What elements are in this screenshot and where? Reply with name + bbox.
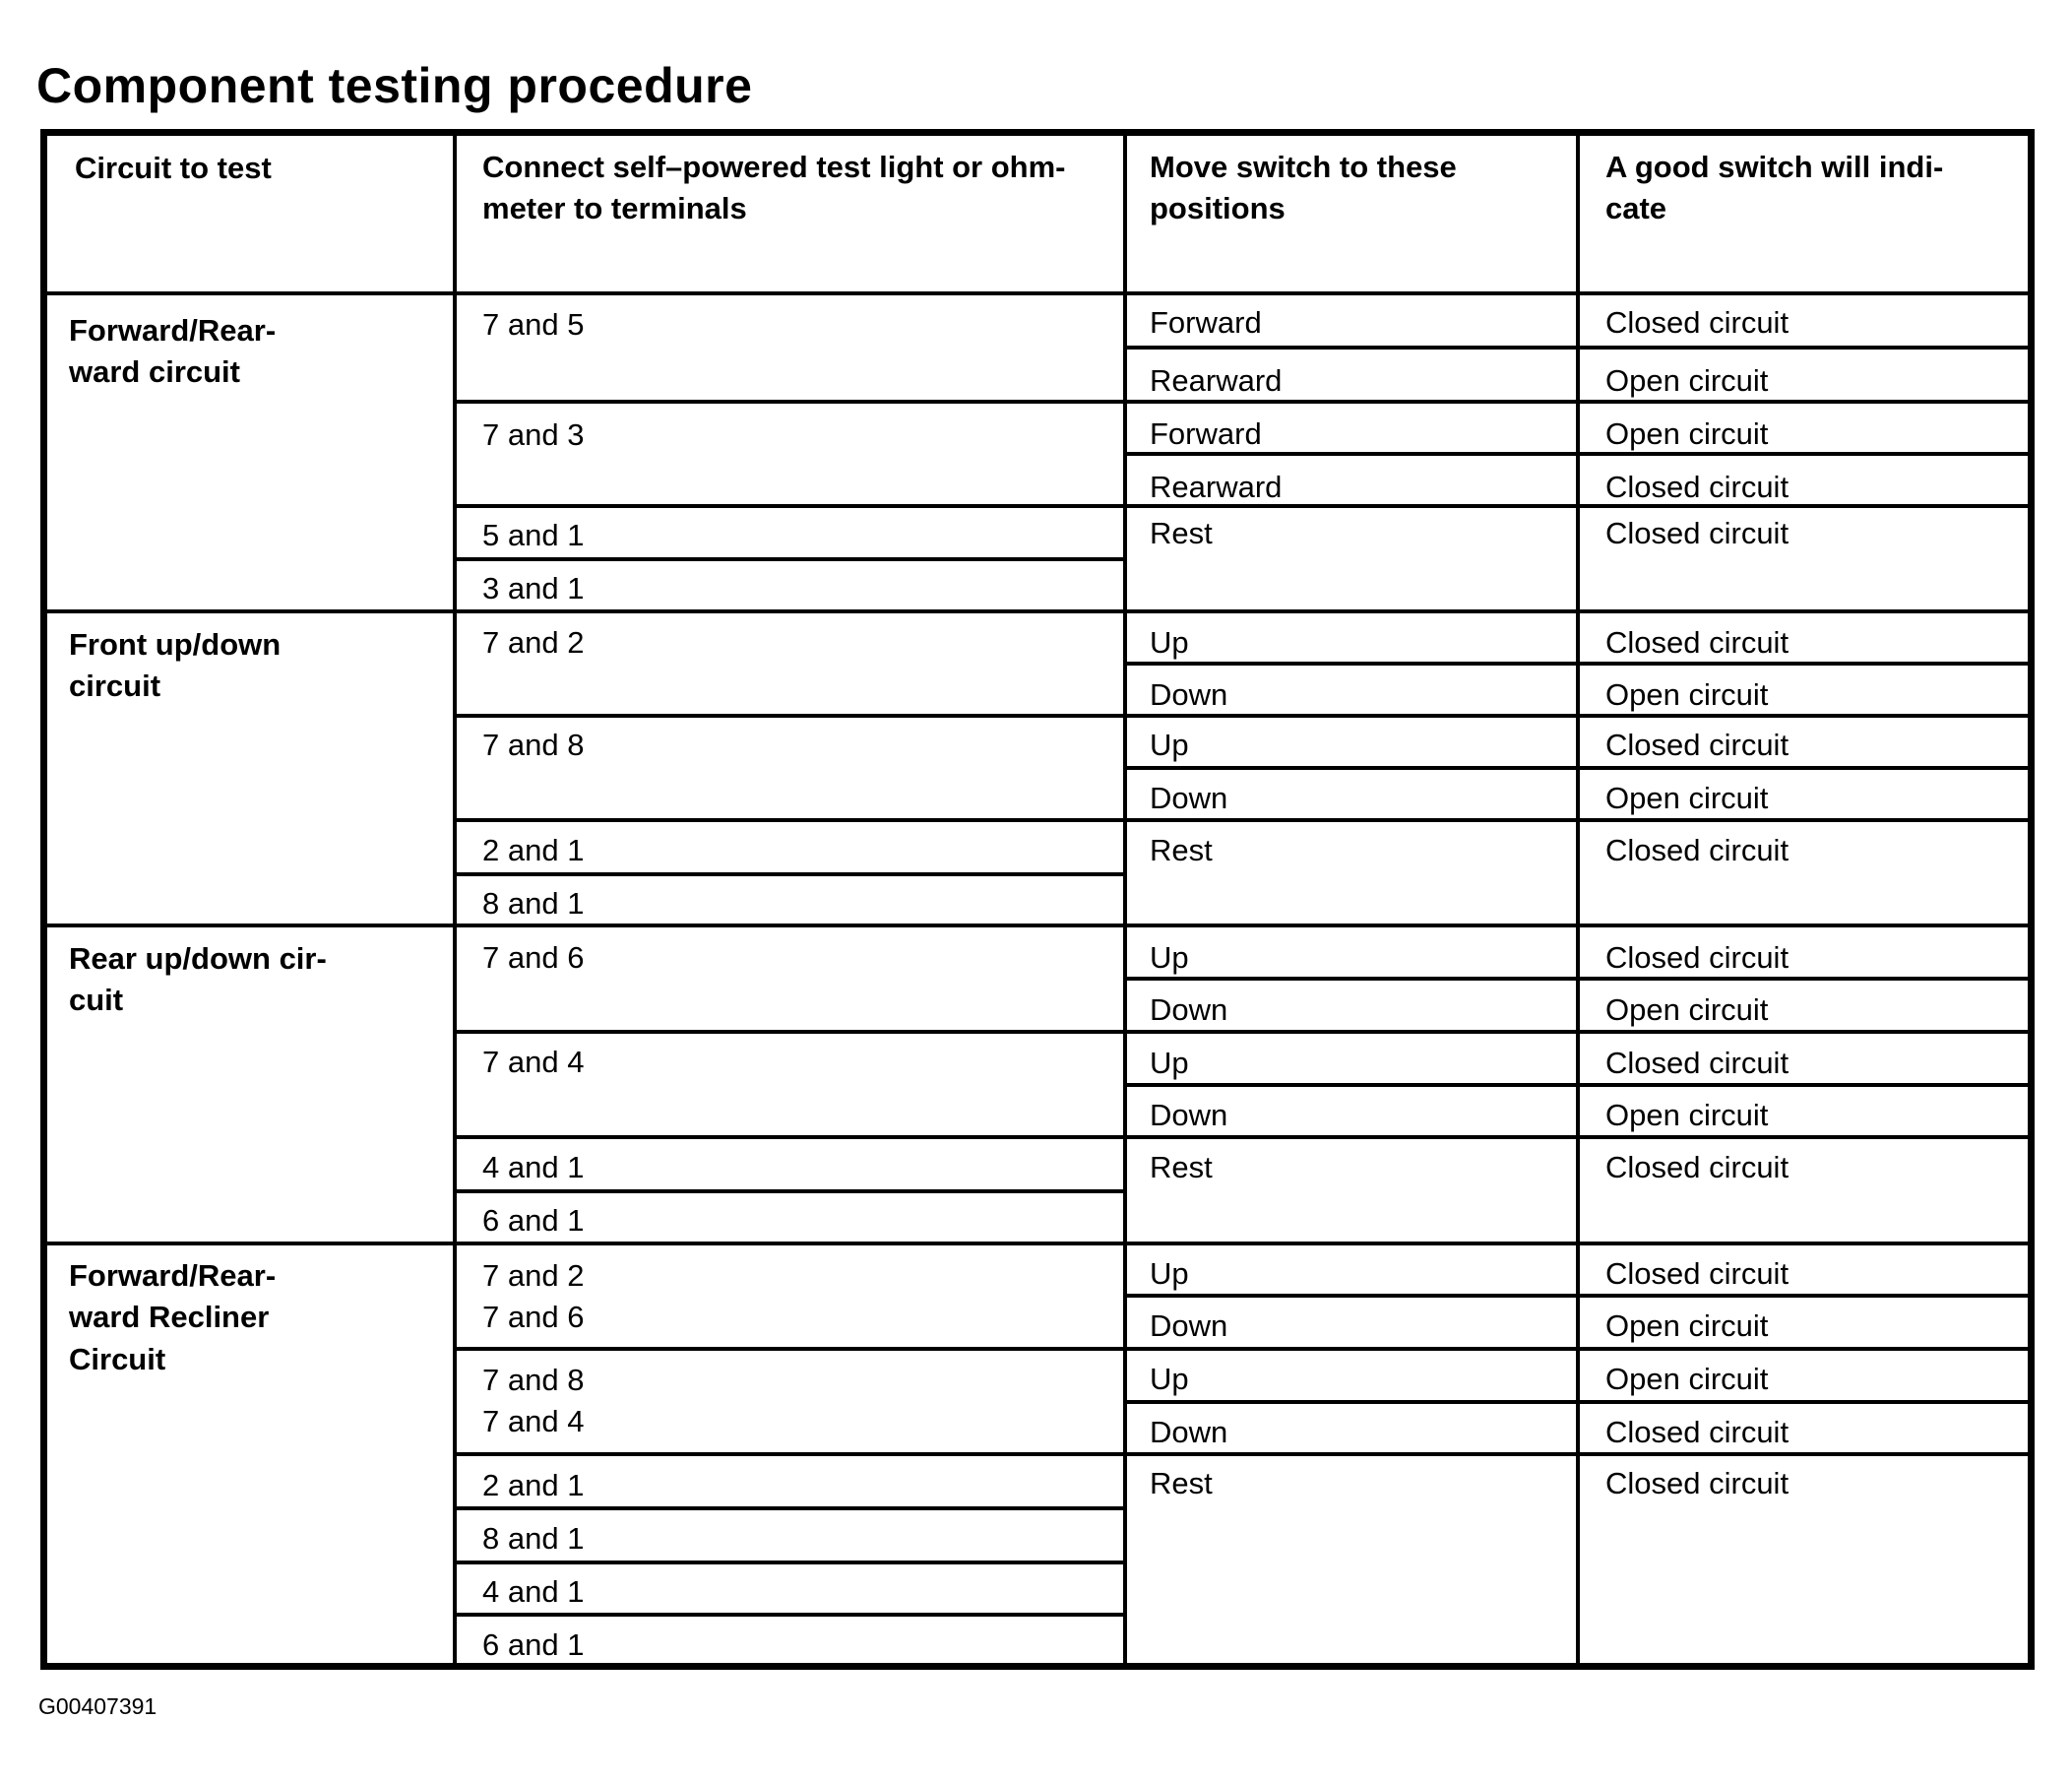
expected-result: Open circuit — [1605, 677, 1769, 712]
switch-position: Forward — [1150, 416, 1262, 451]
expected-result: Closed circuit — [1605, 1415, 1789, 1449]
switch-position: Down — [1150, 1308, 1228, 1343]
circuit-label: Front up/down — [69, 627, 282, 662]
circuit-label: Rear up/down cir- — [69, 941, 327, 976]
expected-result: Closed circuit — [1605, 940, 1789, 975]
table-rule — [453, 1452, 2028, 1456]
switch-position: Rest — [1150, 833, 1213, 867]
table-rule — [453, 714, 2028, 718]
header-circuit: Circuit to test — [75, 151, 272, 185]
circuit-label: ward circuit — [69, 354, 240, 389]
table-rule — [1123, 1294, 2028, 1298]
terminal-pair: 6 and 1 — [482, 1627, 585, 1662]
circuit-label: circuit — [69, 669, 161, 703]
terminal-pair: 8 and 1 — [482, 1521, 585, 1556]
table-rule — [453, 1613, 1123, 1617]
terminal-pair: 7 and 2 — [482, 625, 585, 660]
table-rule — [1123, 1400, 2028, 1404]
terminal-pair: 8 and 1 — [482, 886, 585, 921]
expected-result: Closed circuit — [1605, 1150, 1789, 1184]
expected-result: Closed circuit — [1605, 625, 1789, 660]
table-rule — [453, 1189, 1123, 1193]
switch-position: Rest — [1150, 516, 1213, 550]
table-rule — [453, 1347, 2028, 1351]
terminal-pair: 7 and 5 — [482, 307, 585, 342]
expected-result: Closed circuit — [1605, 470, 1789, 504]
table-rule — [1123, 977, 2028, 981]
table-rule — [453, 872, 1123, 876]
expected-result: Open circuit — [1605, 992, 1769, 1027]
switch-position: Down — [1150, 992, 1228, 1027]
expected-result: Open circuit — [1605, 363, 1769, 398]
header-positions-line1: Move switch to these — [1150, 150, 1457, 184]
table-rule — [453, 818, 2028, 822]
switch-position: Up — [1150, 1362, 1189, 1396]
terminal-pair: 2 and 1 — [482, 1468, 585, 1502]
table-rule — [453, 1561, 1123, 1564]
expected-result: Open circuit — [1605, 416, 1769, 451]
switch-position: Rearward — [1150, 470, 1283, 504]
group-divider — [47, 1242, 2028, 1245]
expected-result: Open circuit — [1605, 781, 1769, 815]
table-rule — [453, 1030, 2028, 1034]
switch-position: Up — [1150, 1256, 1189, 1291]
circuit-label: Forward/Rear- — [69, 313, 277, 348]
expected-result: Closed circuit — [1605, 728, 1789, 762]
group-divider — [47, 924, 2028, 927]
terminal-pair: 3 and 1 — [482, 571, 585, 605]
table-rule — [453, 1135, 2028, 1139]
expected-result: Open circuit — [1605, 1098, 1769, 1132]
page-title: Component testing procedure — [36, 58, 753, 113]
switch-position: Down — [1150, 781, 1228, 815]
switch-position: Up — [1150, 1046, 1189, 1080]
terminal-pair: 4 and 1 — [482, 1574, 585, 1609]
circuit-label: Forward/Rear- — [69, 1258, 277, 1293]
table-rule — [453, 557, 1123, 561]
terminal-pair: 7 and 8 — [482, 728, 585, 762]
terminal-pair: 7 and 8 — [482, 1363, 585, 1397]
switch-position: Rearward — [1150, 363, 1283, 398]
expected-result: Closed circuit — [1605, 516, 1789, 550]
table-rule — [1123, 662, 2028, 666]
switch-position: Down — [1150, 1415, 1228, 1449]
terminal-pair: 7 and 3 — [482, 417, 585, 452]
expected-result: Closed circuit — [1605, 1466, 1789, 1500]
switch-position: Down — [1150, 1098, 1228, 1132]
header-indicate-line1: A good switch will indi- — [1605, 150, 1944, 184]
table-rule — [1123, 346, 2028, 350]
terminal-pair: 2 and 1 — [482, 833, 585, 867]
table-rule — [453, 1506, 1123, 1510]
table-rule — [1123, 1083, 2028, 1087]
circuit-label: cuit — [69, 983, 124, 1017]
group-divider — [47, 609, 2028, 613]
figure-id: G00407391 — [38, 1693, 157, 1719]
terminal-pair: 7 and 4 — [482, 1045, 585, 1079]
circuit-label: Circuit — [69, 1342, 166, 1376]
terminal-pair: 7 and 6 — [482, 940, 585, 975]
column-divider — [1123, 136, 1127, 1663]
expected-result: Closed circuit — [1605, 1046, 1789, 1080]
column-divider — [453, 136, 457, 1663]
header-positions-line2: positions — [1150, 191, 1286, 225]
expected-result: Open circuit — [1605, 1308, 1769, 1343]
expected-result: Open circuit — [1605, 1362, 1769, 1396]
switch-position: Up — [1150, 940, 1189, 975]
terminal-pair: 5 and 1 — [482, 518, 585, 552]
expected-result: Closed circuit — [1605, 833, 1789, 867]
header-divider — [47, 291, 2028, 295]
terminal-pair: 4 and 1 — [482, 1150, 585, 1184]
switch-position: Rest — [1150, 1150, 1213, 1184]
header-indicate-line2: cate — [1605, 191, 1667, 225]
switch-position: Up — [1150, 625, 1189, 660]
switch-position: Forward — [1150, 305, 1262, 340]
header-terminals-line2: meter to terminals — [482, 191, 747, 225]
terminal-pair: 7 and 4 — [482, 1404, 585, 1438]
switch-position: Down — [1150, 677, 1228, 712]
circuit-label: ward Recliner — [69, 1300, 270, 1334]
header-terminals-line1: Connect self–powered test light or ohm- — [482, 150, 1066, 184]
switch-position: Up — [1150, 728, 1189, 762]
expected-result: Closed circuit — [1605, 1256, 1789, 1291]
terminal-pair: 7 and 6 — [482, 1300, 585, 1334]
terminal-pair: 7 and 2 — [482, 1258, 585, 1293]
column-divider — [1576, 136, 1580, 1663]
table-rule — [1123, 766, 2028, 770]
terminal-pair: 6 and 1 — [482, 1203, 585, 1238]
switch-position: Rest — [1150, 1466, 1213, 1500]
expected-result: Closed circuit — [1605, 305, 1789, 340]
component-testing-table — [40, 129, 2035, 1670]
